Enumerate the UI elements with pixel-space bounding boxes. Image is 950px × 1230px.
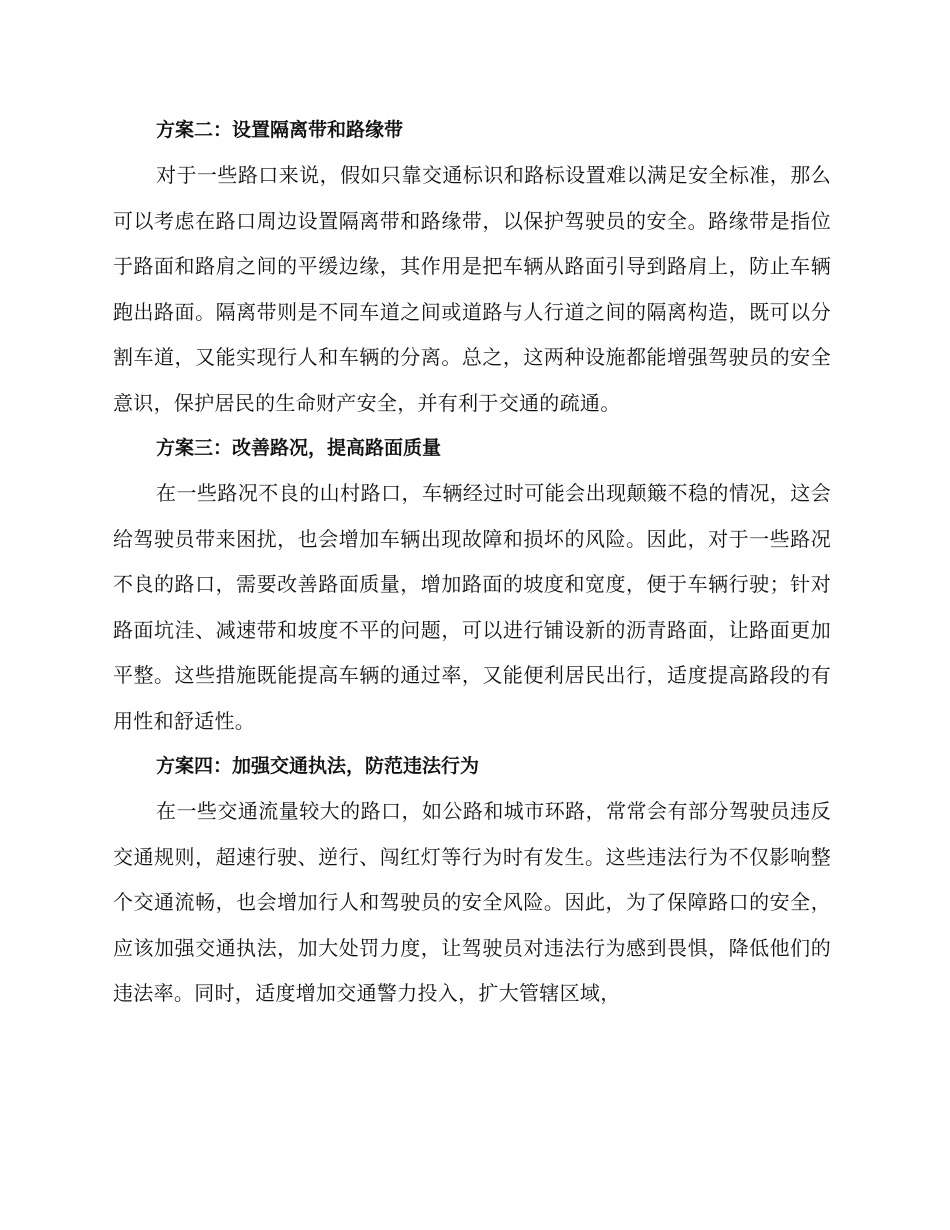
section-paragraph-plan-two: 对于一些路口来说，假如只靠交通标识和路标设置难以满足安全标准，那么可以考虑在路口周边设置隔离带和路缘带，以保护驾驶员的安全。路缘带是指位于路面和路肩之间的平缓边缘，其作用是把车辆从路面引导到路肩上，防止车辆跑出路面。隔离带则是不同车道之间或道路与人行道之间的隔离构造，既可以分割车道，又能实现行人和车辆的分离。总之，这两种设施都能增强驾驶员的安全意识，保护居民的生命财产安全，并有利于交通的疏通。 [113, 163, 831, 415]
section-heading-plan-three: 方案三：改善路况，提高路面质量 [156, 437, 442, 459]
document-body [113, 108, 831, 1017]
section-heading-plan-two: 方案二：设置隔离带和路缘带 [156, 119, 404, 141]
section-heading-plan-four: 方案四：加强交通执法，防范违法行为 [156, 755, 480, 777]
section-paragraph-plan-three: 在一些路况不良的山村路口，车辆经过时可能会出现颠簸不稳的情况，这会给驾驶员带来困扰，也会增加车辆出现故障和损坏的风险。因此，对于一些路况不良的路口，需要改善路面质量，增加路面的坡度和宽度，便于车辆行驶；针对路面坑洼、减速带和坡度不平的问题，可以进行铺设新的沥青路面，让路面更加平整。这些措施既能提高车辆的通过率，又能便利居民出行，适度提高路段的有用性和舒适性。 [113, 481, 831, 733]
section-paragraph-plan-four: 在一些交通流量较大的路口，如公路和城市环路，常常会有部分驾驶员违反交通规则，超速行驶、逆行、闯红灯等行为时有发生。这些违法行为不仅影响整个交通流畅，也会增加行人和驾驶员的安全风险。因此，为了保障路口的安全，应该加强交通执法，加大处罚力度，让驾驶员对违法行为感到畏惧，降低他们的违法率。同时，适度增加交通警力投入，扩大管辖区域， [113, 799, 831, 1005]
